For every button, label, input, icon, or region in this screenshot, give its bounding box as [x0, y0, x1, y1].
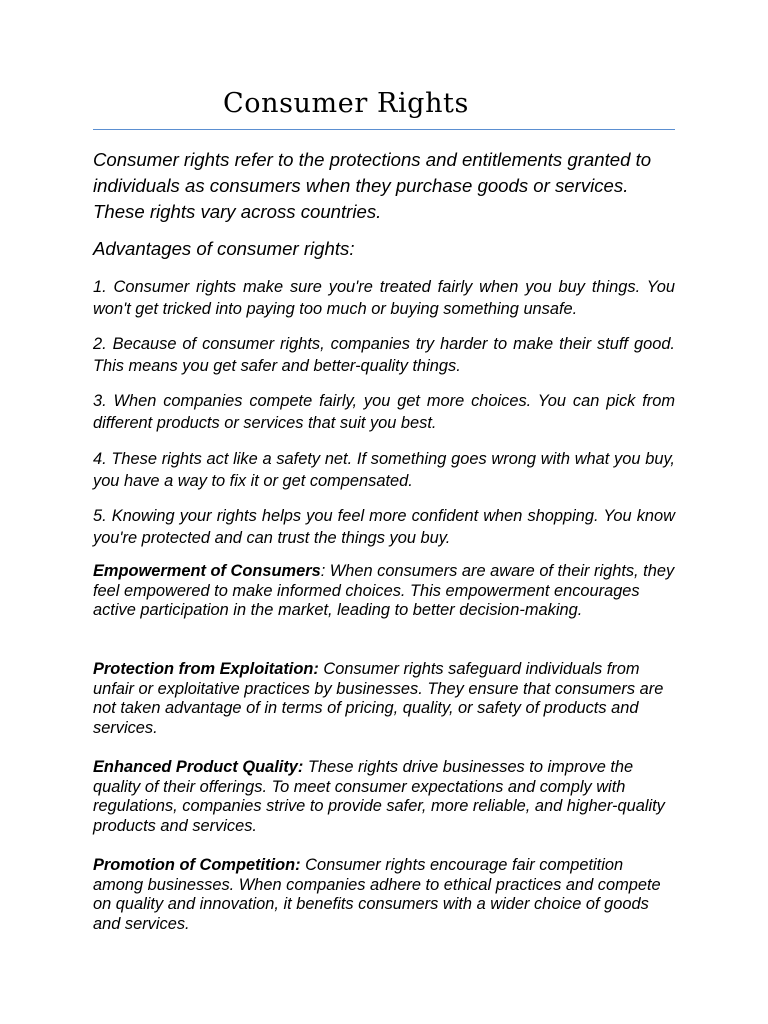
intro-paragraph: Consumer rights refer to the protections and entitlements granted to individuals as consumers when they purchase goods or services. These rights vary across countries.: [93, 149, 652, 222]
section-competition: [93, 856, 675, 934]
advantage-item-1: 1. Consumer rights make sure you're treated fairly when you buy things. You won't get tricked into paying too much or buying something unsafe.: [93, 278, 675, 318]
advantage-item-5: 5. Knowing your rights helps you feel more confident when shopping. You know you're protected and can trust the things you buy.: [93, 507, 675, 547]
section-protection: [93, 660, 675, 738]
section-text: Consumer rights encourage fair competition among businesses. When companies adhere to ethical practices and compete on quality and innovation, it benefits consumers with a wider choice of goods and services.: [93, 856, 661, 933]
section-text: These rights drive businesses to improve the quality of their offerings. To meet consumer expectations and comply with regulations, companies strive to provide safer, more reliable, and higher-quality products and services.: [93, 758, 665, 835]
advantage-item-3: 3. When companies compete fairly, you get more choices. You can pick from different products or services that suit you best.: [93, 392, 675, 432]
advantages-heading: Advantages of consumer rights:: [93, 238, 355, 259]
document-title: Consumer Rights: [223, 88, 469, 119]
section-label: Protection from Exploitation:: [93, 660, 319, 678]
section-empowerment: [93, 562, 675, 621]
advantage-item-2: 2. Because of consumer rights, companies try harder to make their stuff good. This means you get safer and better-quality things.: [93, 335, 675, 375]
section-label: Enhanced Product Quality:: [93, 758, 304, 776]
section-text: : When consumers are aware of their rights, they feel empowered to make informed choices. This empowerment encourages active participation in the market, leading to better decision-making.: [93, 562, 675, 619]
section-label: Promotion of Competition:: [93, 856, 301, 874]
section-label: Empowerment of Consumers: [93, 562, 321, 580]
section-text: Consumer rights safeguard individuals from unfair or exploitative practices by businesses. They ensure that consumers are not taken advantage of in terms of pricing, quality, or safety of products and services.: [93, 660, 664, 737]
advantage-item-4: 4. These rights act like a safety net. If something goes wrong with what you buy, you have a way to fix it or get compensated.: [93, 450, 675, 490]
title-underline: [93, 129, 675, 130]
section-product-quality: [93, 758, 675, 836]
